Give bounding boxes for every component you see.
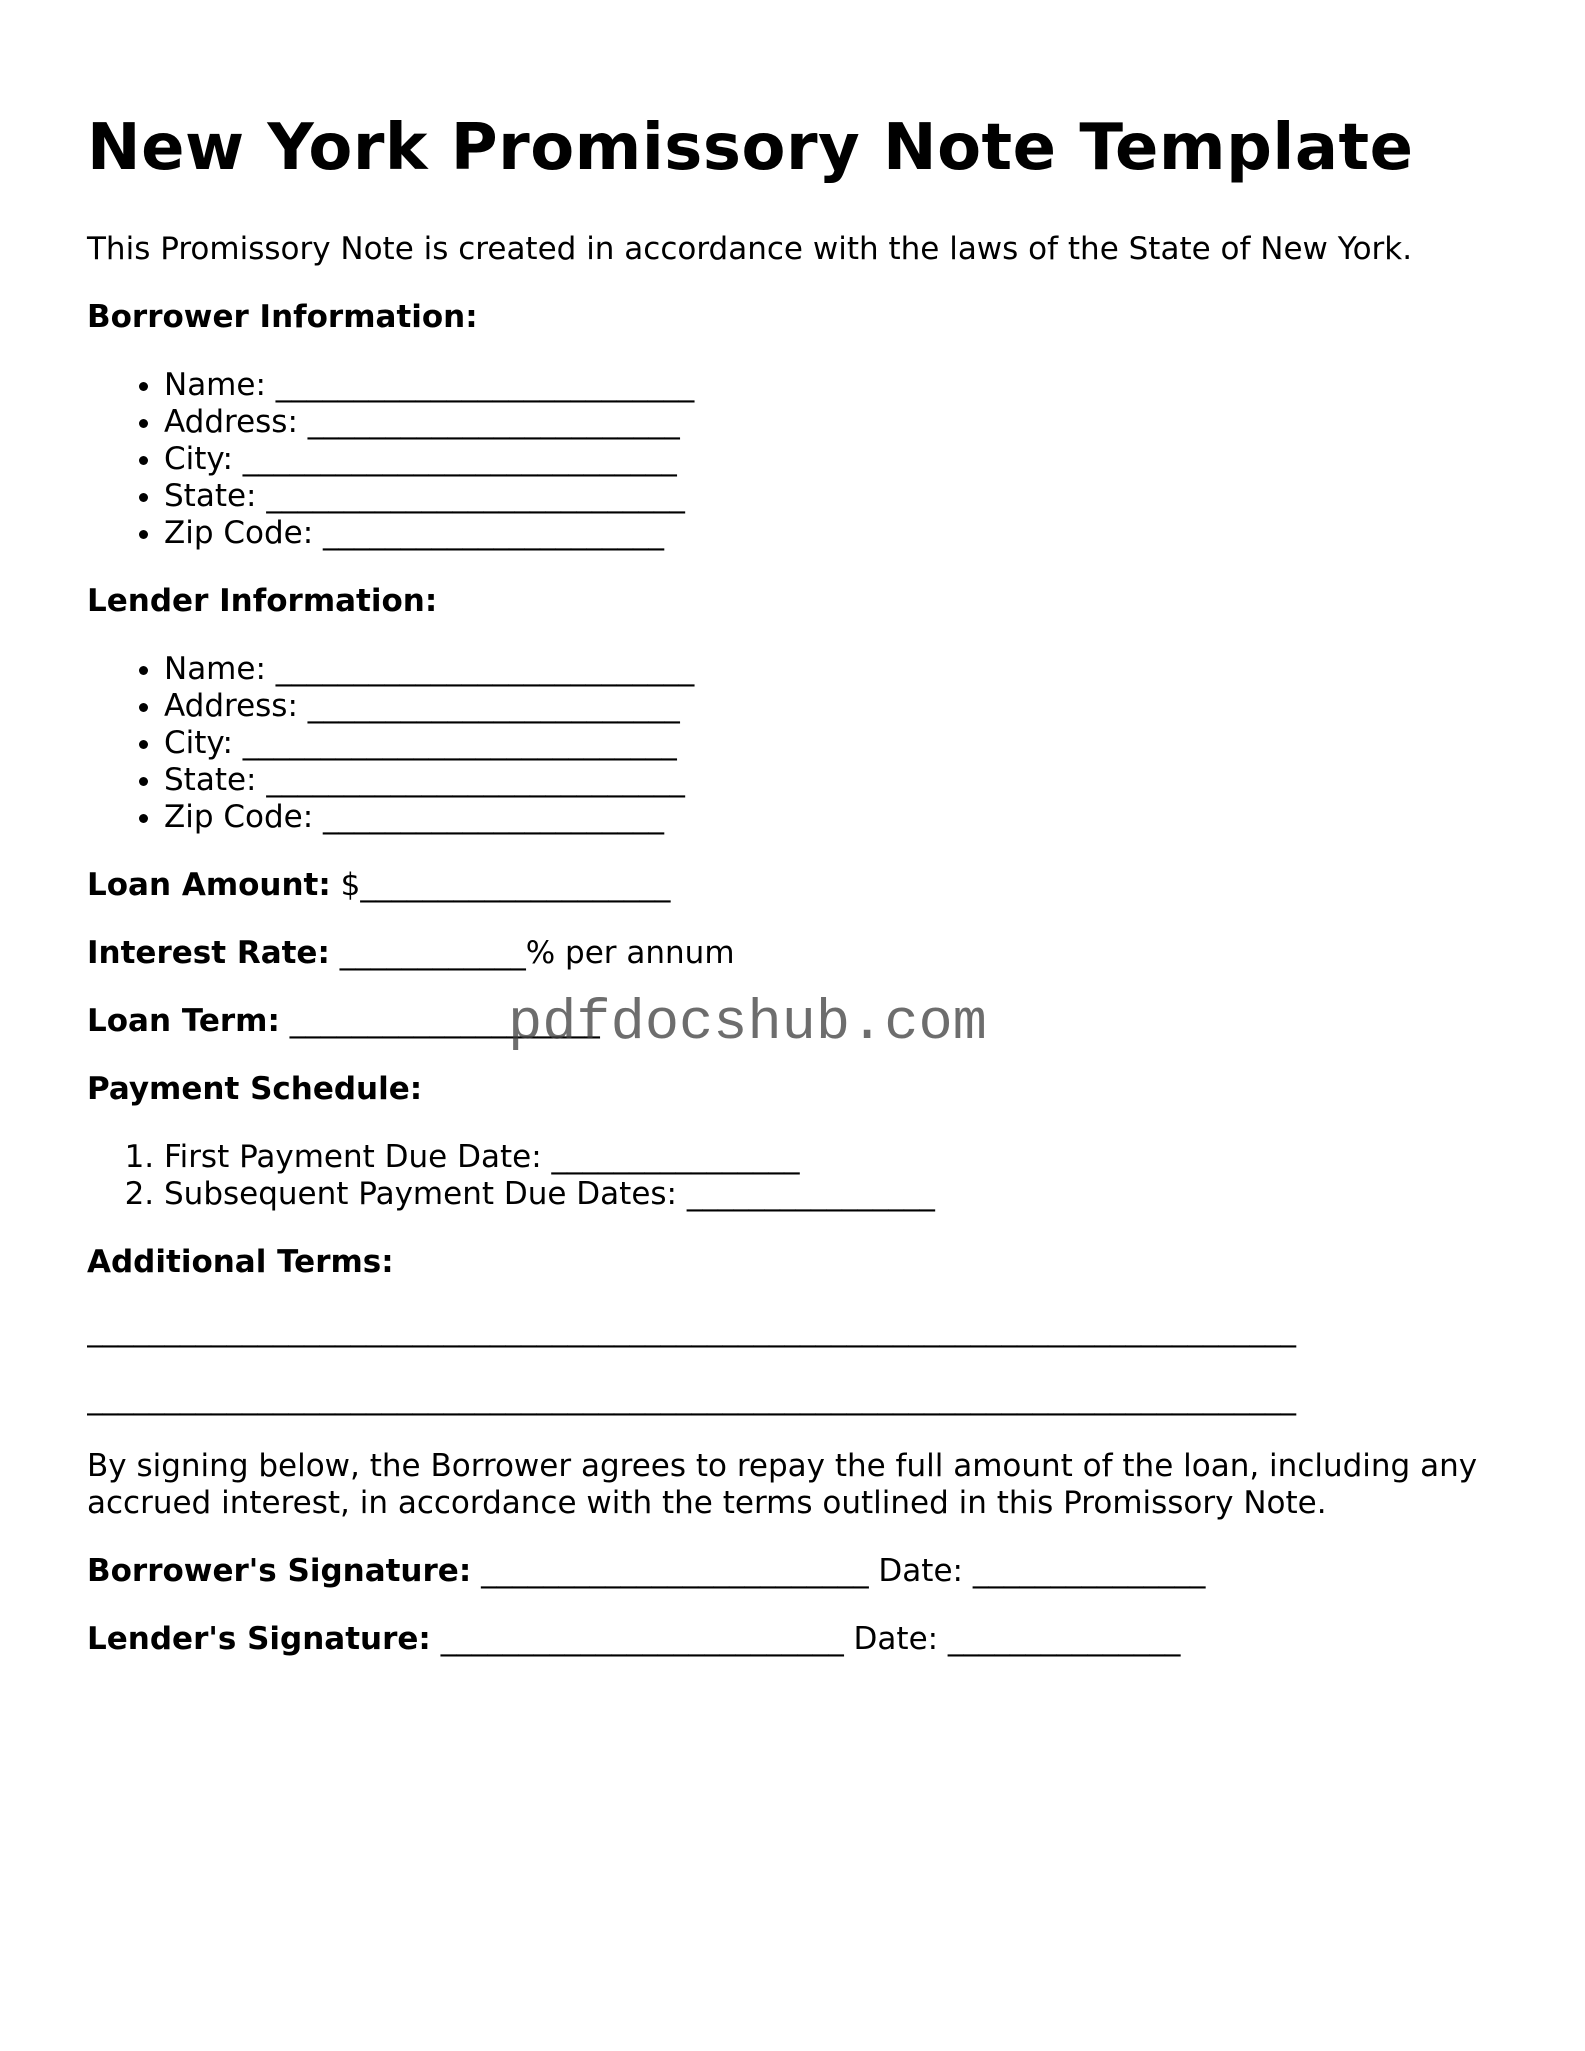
subsequent-payment-field: 2. Subsequent Payment Due Dates: ________________ [164, 1176, 1507, 1213]
agreement-paragraph: By signing below, the Borrower agrees to repay the full amount of the loan, including any accrued interest, in accordance with the terms outlined in this Promissory Note. [87, 1448, 1478, 1521]
lender-signature-line [87, 1621, 1507, 1658]
loan-term-label: Loan Term: [87, 1003, 280, 1039]
additional-terms-line-1: ______________________________________________________________________________ [87, 1312, 1296, 1348]
borrower-heading: Borrower Information: [87, 299, 478, 335]
borrower-state-field: • State: ___________________________ [164, 478, 1507, 515]
loan-amount-blank: $____________________ [340, 867, 671, 903]
lender-state-field: • State: ___________________________ [164, 762, 1507, 799]
borrower-signature-line [87, 1553, 1507, 1590]
document-page [87, 100, 1507, 1658]
lender-signature-blank: __________________________ Date: _______________ [440, 1621, 1181, 1657]
borrower-address-field: • Address: ________________________ [164, 404, 1507, 441]
interest-rate-line [87, 935, 1507, 972]
borrower-city-field: • City: ____________________________ [164, 441, 1507, 478]
borrower-signature-label: Borrower's Signature: [87, 1553, 472, 1589]
borrower-name-field: • Name: ___________________________ [164, 367, 1507, 404]
first-payment-field: 1. First Payment Due Date: ________________ [164, 1139, 1507, 1176]
loan-amount-label: Loan Amount: [87, 867, 331, 903]
lender-name-field: • Name: ___________________________ [164, 651, 1507, 688]
additional-terms-line-2: ______________________________________________________________________________ [87, 1380, 1296, 1416]
interest-rate-blank: ____________% per annum [339, 935, 735, 971]
interest-rate-label: Interest Rate: [87, 935, 330, 971]
borrower-signature-blank: _________________________ Date: _______________ [481, 1553, 1206, 1589]
lender-city-field: • City: ____________________________ [164, 725, 1507, 762]
payment-schedule-list [87, 1139, 1507, 1213]
additional-terms-lines [87, 1312, 1507, 1417]
loan-term-line [87, 1003, 1507, 1040]
lender-signature-label: Lender's Signature: [87, 1621, 431, 1657]
lender-fields-list [87, 651, 1507, 836]
loan-amount-line [87, 867, 1507, 904]
intro-paragraph: This Promissory Note is created in accordance with the laws of the State of New York. [87, 231, 1413, 267]
page-title: New York Promissory Note Template [87, 111, 1414, 185]
loan-term-blank: ____________________ [289, 1003, 600, 1039]
lender-address-field: • Address: ________________________ [164, 688, 1507, 725]
lender-zip-field: • Zip Code: ______________________ [164, 799, 1507, 836]
lender-heading: Lender Information: [87, 583, 438, 619]
borrower-fields-list [87, 367, 1507, 552]
borrower-zip-field: • Zip Code: ______________________ [164, 515, 1507, 552]
additional-terms-heading: Additional Terms: [87, 1244, 394, 1280]
payment-schedule-heading: Payment Schedule: [87, 1071, 423, 1107]
watermark: pdfdocshub.com [508, 992, 987, 1056]
